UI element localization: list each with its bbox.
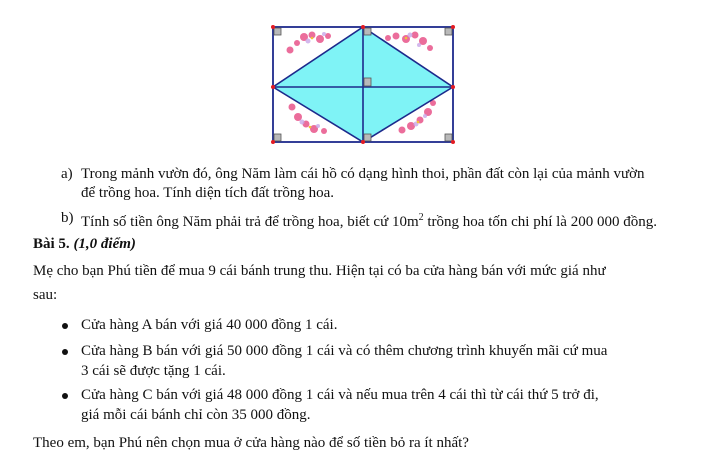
part-b-sup: 2 [418,212,424,223]
part-a-marker: a) [61,166,73,182]
part-b-line [81,209,711,231]
part-b-text: Tính số tiền ông Năm phải trả để trồng hoa, biết cứ 10m [81,214,419,230]
part-b-marker: b) [61,210,74,226]
part-b-text-after: trồng hoa tốn chi phí là 200 000 đồng. [423,214,657,230]
bullet-b-line-1: Cửa hàng B bán với giá 50 000 đồng 1 cái và có thêm chương trình khuyến mãi cứ mua [81,343,608,359]
bullet-dot [62,349,68,355]
exercise-points: (1,0 điểm) [73,236,136,252]
bullet-b-line-2: 3 cái sẽ được tặng 1 cái. [81,363,226,379]
part-a-line-1: Trong mảnh vườn đó, ông Năm làm cái hồ có dạng hình thoi, phần đất còn lại của mảnh vườn [81,166,645,182]
garden-diagram [268,23,458,147]
exercise-heading [33,235,333,253]
bullet-c-line-2: giá mỗi cái bánh chỉ còn 35 000 đồng. [81,407,311,423]
part-a-line-2: để trồng hoa. Tính diện tích đất trồng hoa. [81,185,335,201]
bullet-c-line-1: Cửa hàng C bán với giá 48 000 đồng 1 cái và nếu mua trên 4 cái thì từ cái thứ 5 trở đi, [81,387,599,403]
bullet-dot [62,393,68,399]
intro-line-2: sau: [33,287,58,303]
garden-figure [268,23,458,147]
exercise-title: Bài 5. [33,236,70,252]
bullet-dot [62,323,68,329]
bullet-a: Cửa hàng A bán với giá 40 000 đồng 1 cái. [81,317,338,333]
intro-line-1: Mẹ cho bạn Phú tiền để mua 9 cái bánh trung thu. Hiện tại có ba cửa hàng bán với mức giá như [33,263,606,279]
question-text: Theo em, bạn Phú nên chọn mua ở cửa hàng nào để số tiền bỏ ra ít nhất? [33,435,469,451]
